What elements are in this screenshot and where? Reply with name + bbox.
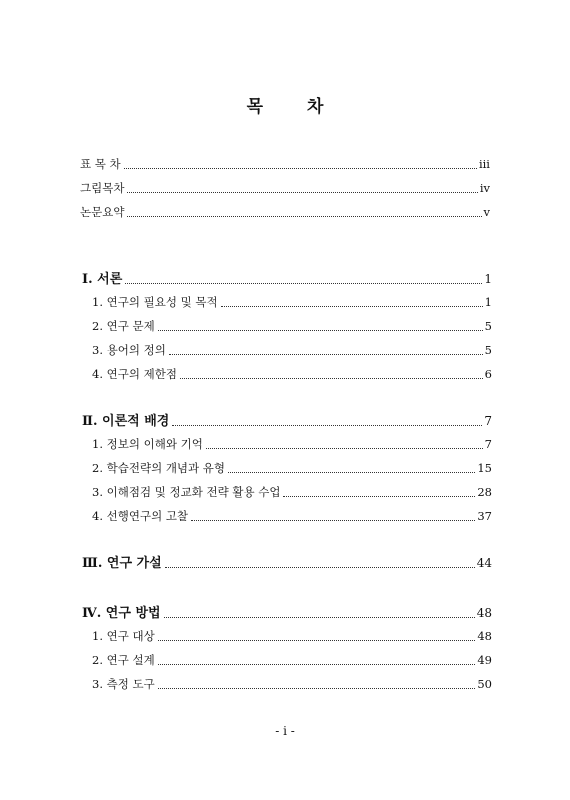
dot-leader — [125, 271, 482, 284]
dot-leader — [221, 294, 483, 307]
dot-leader — [158, 676, 476, 689]
toc-chapter-page: 1 — [484, 272, 492, 286]
toc-section[interactable] — [92, 507, 492, 525]
dot-leader — [124, 156, 477, 169]
toc-section-page: 7 — [484, 437, 492, 451]
dot-leader — [169, 342, 483, 355]
toc-section[interactable] — [92, 483, 492, 501]
toc-section[interactable] — [92, 435, 492, 453]
toc-section-label: 1. 연구의 필요성 및 목적 — [92, 295, 218, 309]
toc-entry-front[interactable] — [80, 179, 490, 197]
dot-leader — [206, 436, 483, 449]
toc-section[interactable] — [92, 675, 492, 693]
dot-leader — [127, 180, 477, 193]
dot-leader — [191, 508, 475, 521]
toc-section-page: 5 — [484, 319, 492, 333]
dot-leader — [172, 413, 482, 426]
title-part-1: 목 — [246, 97, 263, 117]
toc-chapter-label: Ⅳ. 연구 방법 — [82, 606, 161, 621]
dot-leader — [158, 652, 476, 665]
toc-chapter-label: Ⅰ. 서론 — [82, 272, 123, 287]
toc-chapter-page: 48 — [476, 606, 492, 620]
toc-chapter-page: 7 — [484, 414, 492, 428]
toc-entry-label: 논문요약 — [80, 205, 125, 219]
toc-section[interactable] — [92, 341, 492, 359]
toc-section-label: 3. 용어의 정의 — [92, 343, 166, 357]
toc-section-label: 3. 측정 도구 — [92, 677, 155, 691]
toc-entry-label: 표 목 차 — [80, 157, 121, 171]
toc-entry-label: 그림목차 — [80, 181, 125, 195]
toc-section[interactable] — [92, 651, 492, 669]
dot-leader — [158, 318, 483, 331]
toc-chapter-label: Ⅲ. 연구 가설 — [82, 556, 162, 571]
toc-section-page: 6 — [484, 367, 492, 381]
toc-section[interactable] — [92, 293, 492, 311]
toc-section-page: 1 — [484, 295, 492, 309]
toc-section-page: 50 — [477, 677, 492, 691]
toc-chapter-page: 44 — [476, 556, 492, 570]
toc-section[interactable] — [92, 317, 492, 335]
toc-chapter-label: Ⅱ. 이론적 배경 — [82, 414, 170, 429]
toc-section-label: 1. 정보의 이해와 기억 — [92, 437, 203, 451]
toc-section[interactable] — [92, 459, 492, 477]
toc-section-page: 28 — [477, 485, 492, 499]
toc-entry-front[interactable] — [80, 155, 490, 173]
toc-section-label: 3. 이해점검 및 정교화 전략 활용 수업 — [92, 485, 281, 499]
dot-leader — [165, 555, 475, 568]
toc-section-label: 4. 연구의 제한점 — [92, 367, 177, 381]
toc-section-page: 48 — [477, 629, 492, 643]
toc-entry-page: v — [483, 205, 490, 219]
toc-entry-page: iv — [479, 181, 490, 195]
toc-entry-page: iii — [478, 157, 490, 171]
toc-section-page: 49 — [477, 653, 492, 667]
toc-section[interactable] — [92, 365, 492, 383]
toc-section-label: 1. 연구 대상 — [92, 629, 155, 643]
title-part-2: 차 — [307, 97, 324, 117]
page-title — [0, 92, 570, 117]
toc-section-label: 2. 연구 설계 — [92, 653, 155, 667]
dot-leader — [164, 605, 475, 618]
toc-section-label: 4. 선행연구의 고찰 — [92, 509, 189, 523]
toc-section[interactable] — [92, 627, 492, 645]
toc-chapter[interactable] — [82, 410, 492, 428]
toc-section-page: 5 — [484, 343, 492, 357]
dot-leader — [127, 204, 481, 217]
dot-leader — [228, 460, 475, 473]
dot-leader — [180, 366, 483, 379]
toc-chapter[interactable] — [82, 268, 492, 286]
toc-section-page: 15 — [477, 461, 492, 475]
toc-section-page: 37 — [477, 509, 492, 523]
page-number-footer: - i - — [275, 724, 295, 738]
toc-entry-front[interactable] — [80, 203, 490, 221]
toc-chapter[interactable] — [82, 552, 492, 570]
dot-leader — [283, 484, 475, 497]
toc-section-label: 2. 학습전략의 개념과 유형 — [92, 461, 226, 475]
toc-chapter[interactable] — [82, 602, 492, 620]
dot-leader — [158, 628, 476, 641]
toc-section-label: 2. 연구 문제 — [92, 319, 155, 333]
